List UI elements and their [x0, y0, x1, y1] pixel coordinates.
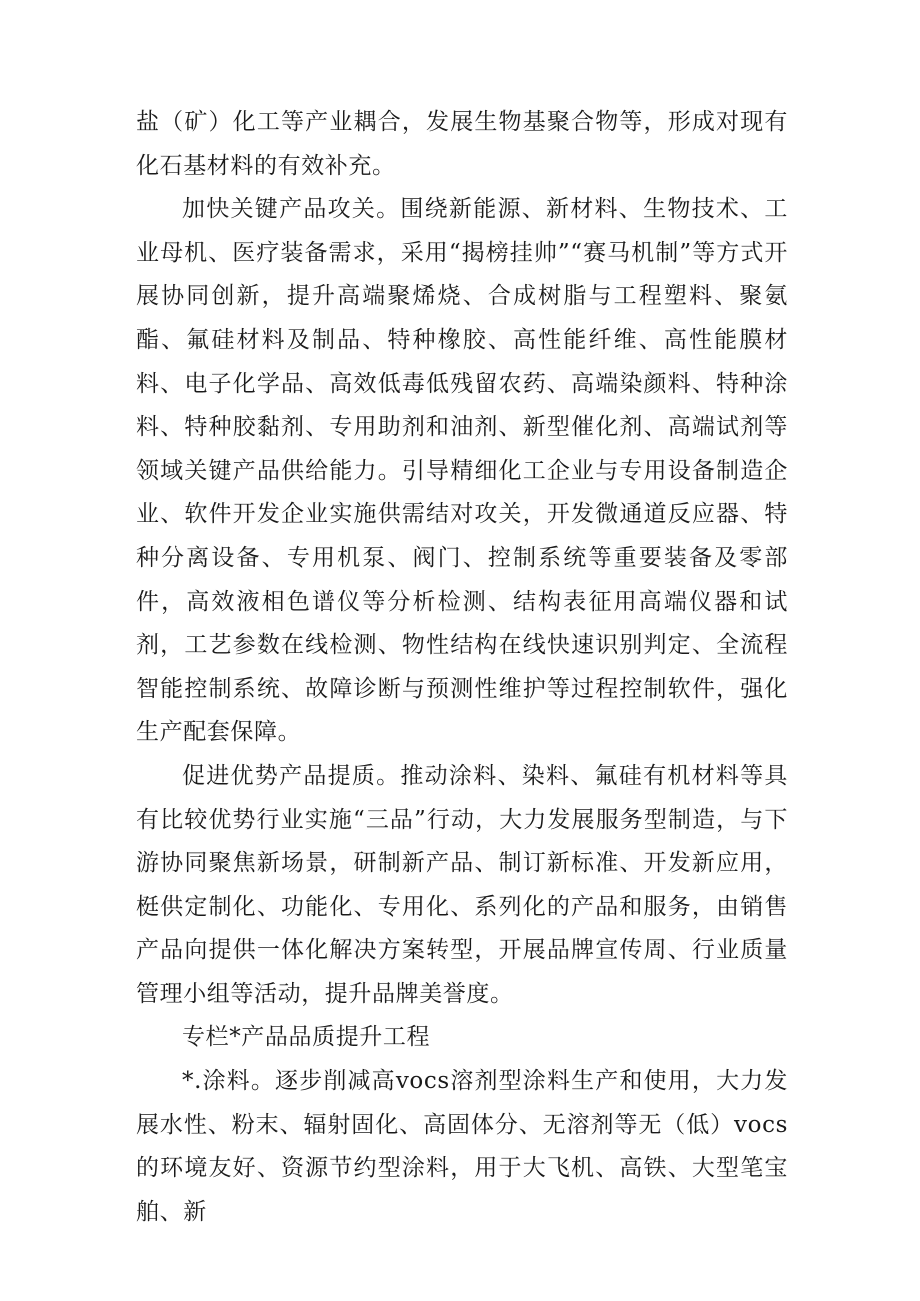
paragraph-key-products: 加快关键产品攻关。围绕新能源、新材料、生物技术、工业母机、医疗装备需求，采用“揭榜挂帅”“赛马机制”等方式开展协同创新，提升高端聚烯烧、合成树脂与工程塑料、聚氨酯、氟硅材料及制品、特种橡胶、高性能纤维、高性能膜材料、电子化学品、高效低毒低残留农药、高端染颜料、特种涂料、特种胶黏剂、专用助剂和油剂、新型催化剂、高端试剂等领域关键产品供给能力。引导精细化工企业与专用设备制造企业、软件开发企业实施供需结对攻关，开发微通道反应器、特种分离设备、专用机泵、阀门、控制系统等重要装备及零部件，高效液相色谱仪等分析检测、结构表征用高端仪器和试剂，工艺参数在线检测、物性结构在线快速识别判定、全流程智能控制系统、故障诊断与预测性维护等过程控制软件，强化生产配套保障。	[136, 196, 788, 746]
document-body	[136, 101, 788, 1234]
paragraph-advantage-products: 促进优势产品提质。推动涂料、染料、氟硅有机材料等具有比较优势行业实施“三品”行动，大力发展服务型制造，与下游协同聚焦新场景，研制新产品、制订新标准、开发新应用，梃供定制化、功能化、专用化、系列化的产品和服务，由销售产品向提供一体化解决方案转型，开展品牌宣传周、行业质量管理小组等活动，提升品牌美誉度。	[136, 762, 788, 1007]
paragraph-coatings: *.涂料。逐步削减高vocs溶剂型涂料生产和使用，大力发展水性、粉末、辐射固化、高固体分、无溶剂等无（低）vocs的环境友好、资源节约型涂料，用于大飞机、高铁、大型笔宝舶、新	[136, 1068, 788, 1225]
column-heading: 专栏*产品品质提升工程	[182, 1024, 431, 1051]
paragraph-continuation: 盐（矿）化工等产业耦合，发展生物基聚合物等，形成对现有化石基材料的有效补充。	[136, 109, 788, 179]
